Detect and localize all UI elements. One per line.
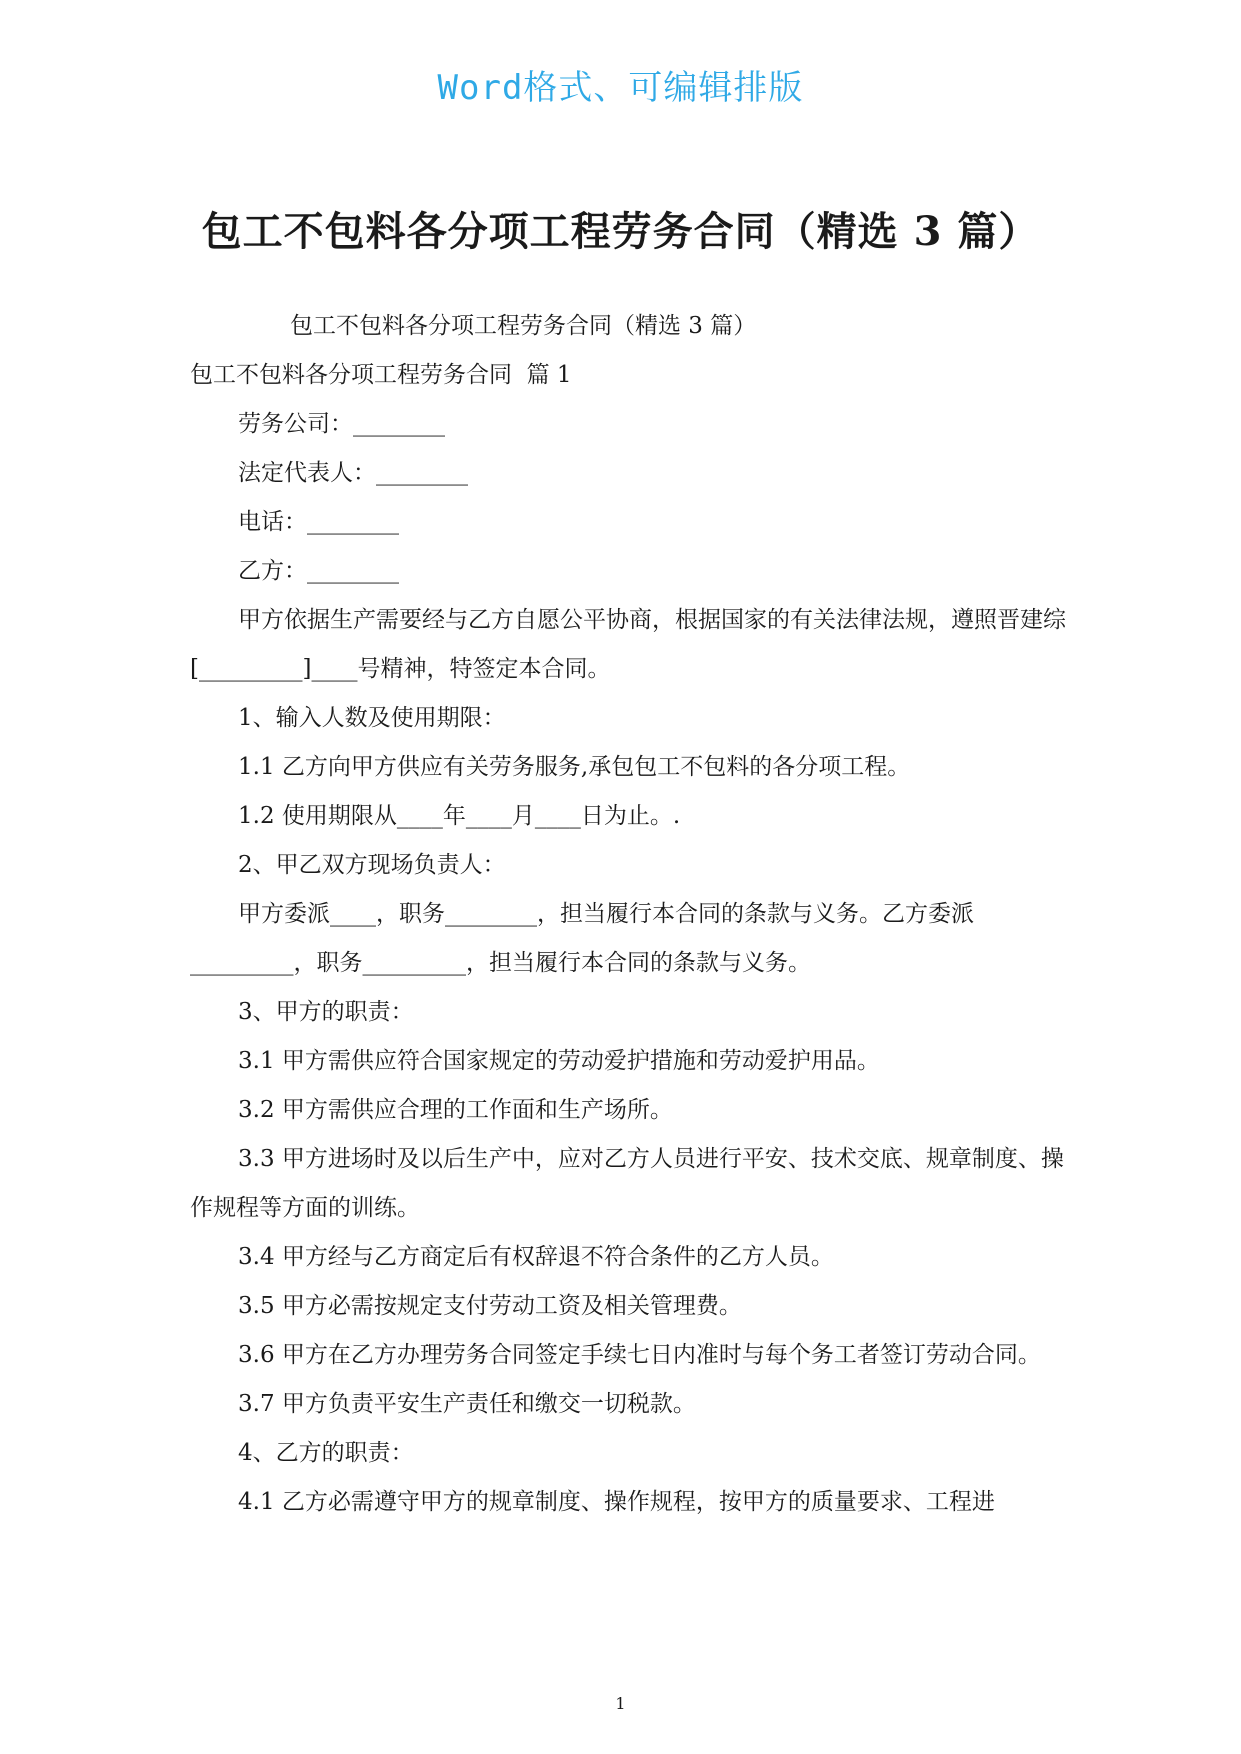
- paragraph: 2、甲乙双方现场负责人：: [238, 852, 506, 878]
- paragraph: 3.2 甲方需供应合理的工作面和生产场所。: [238, 1097, 673, 1123]
- paragraph: 1.2 使用期限从____年____月____日为止。.: [238, 803, 681, 829]
- section-heading: 包工不包料各分项工程劳务合同 篇 1: [190, 362, 572, 388]
- paragraph: 4.1 乙方必需遵守甲方的规章制度、操作规程，按甲方的质量要求、工程进: [238, 1489, 995, 1515]
- document-subtitle: 包工不包料各分项工程劳务合同（精选 3 篇）: [290, 313, 757, 339]
- paragraph: 甲方委派____，职务________，担当履行本合同的条款与义务。乙方委派_________，职务_________，担当履行本合同的条款与义务。: [190, 901, 974, 976]
- paragraph: 1、输入人数及使用期限：: [238, 705, 506, 731]
- paragraph: 乙方：________: [238, 558, 399, 584]
- paragraph: 3.6 甲方在乙方办理劳务合同签定手续七日内准时与每个务工者签订劳动合同。: [238, 1342, 1041, 1368]
- paragraph: 法定代表人：________: [238, 460, 468, 486]
- word-format-banner: Word格式、可编辑排版: [437, 68, 804, 108]
- paragraph: 劳务公司：________: [238, 411, 445, 437]
- page-number: 1: [615, 1694, 626, 1713]
- paragraph: 1.1 乙方向甲方供应有关劳务服务,承包包工不包料的各分项工程。: [238, 754, 911, 780]
- document-body: [190, 302, 1066, 1527]
- paragraph: 3.1 甲方需供应符合国家规定的劳动爱护措施和劳动爱护用品。: [238, 1048, 880, 1074]
- paragraph: 电话：________: [238, 509, 399, 535]
- paragraph: 甲方依据生产需要经与乙方自愿公平协商，根据国家的有关法律法规，遵照晋建综[_________]____号精神，特签定本合同。: [190, 607, 1066, 682]
- paragraph: 3.7 甲方负责平安生产责任和缴交一切税款。: [238, 1391, 696, 1417]
- paragraph: 3、甲方的职责：: [238, 999, 414, 1025]
- paragraph: 3.5 甲方必需按规定支付劳动工资及相关管理费。: [238, 1293, 742, 1319]
- document-title: 包工不包料各分项工程劳务合同（精选 3 篇）: [201, 208, 1040, 255]
- paragraph: 3.3 甲方进场时及以后生产中，应对乙方人员进行平安、技术交底、规章制度、操作规程等方面的训练。: [190, 1146, 1064, 1221]
- paragraph: 4、乙方的职责：: [238, 1440, 414, 1466]
- paragraph: 3.4 甲方经与乙方商定后有权辞退不符合条件的乙方人员。: [238, 1244, 834, 1270]
